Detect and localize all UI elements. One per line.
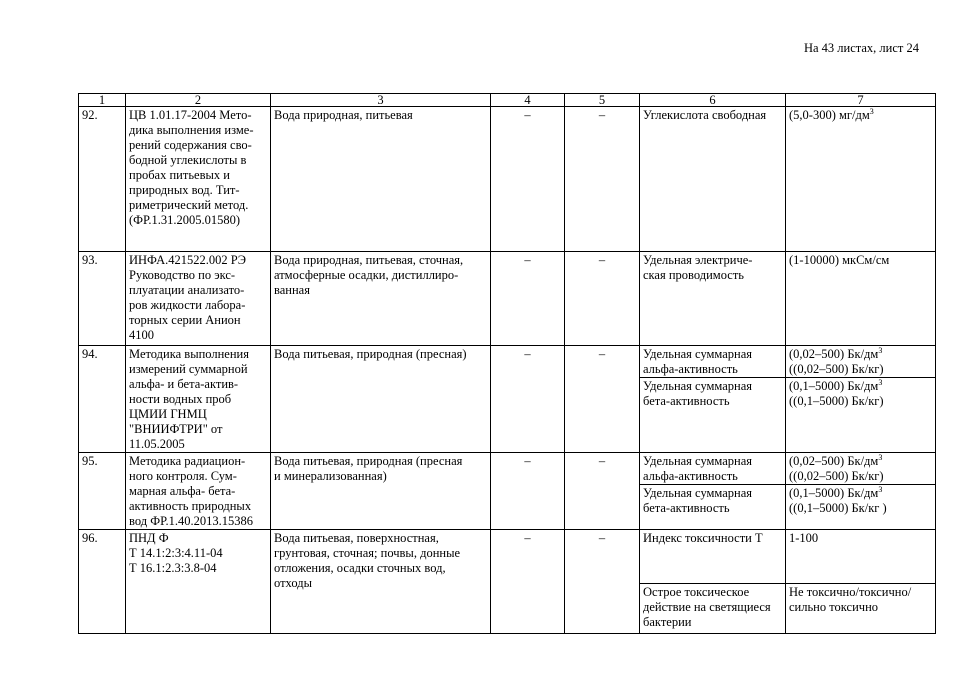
- table-row: [79, 252, 936, 346]
- column-header: 2: [126, 94, 271, 107]
- table-row: [79, 346, 936, 378]
- column-header: 4: [491, 94, 565, 107]
- test-object: Вода природная, питьевая: [271, 107, 491, 252]
- indicator-name: Удельная суммарная альфа-активность: [640, 453, 786, 485]
- method-document: Методика выполнения измерений суммарной альфа- и бета-актив- ности водных проб ЦМИИ ГНМЦ "ВНИИФТРИ" от 11.05.2005: [126, 346, 271, 453]
- col5-value: –: [565, 107, 640, 252]
- method-document: Методика радиацион- ного контроля. Сум- марная альфа- бета- активность природных вод ФР.1.40.2013.15386: [126, 453, 271, 530]
- col5-value: –: [565, 453, 640, 530]
- col4-value: –: [491, 346, 565, 453]
- method-document: ПНД Ф Т 14.1:2:3:4.11-04 Т 16.1:2.3:3.8-04: [126, 530, 271, 634]
- col5-value: –: [565, 346, 640, 453]
- col4-value: –: [491, 530, 565, 634]
- accreditation-scope-table: [78, 93, 936, 634]
- test-object: Вода природная, питьевая, сточная, атмосферные осадки, дистиллиро- ванная: [271, 252, 491, 346]
- column-header: 1: [79, 94, 126, 107]
- row-number: 94.: [79, 346, 126, 453]
- row-number: 93.: [79, 252, 126, 346]
- test-object: Вода питьевая, природная (пресная): [271, 346, 491, 453]
- row-number: 96.: [79, 530, 126, 634]
- indicator-name: Углекислота свободная: [640, 107, 786, 252]
- method-document: ЦВ 1.01.17-2004 Мето- дика выполнения изме- рений содержания сво- бодной углекислоты в пробах питьевых и природных вод. Тит- риметрический метод. (ФР.1.31.2005.01580): [126, 107, 271, 252]
- indicator-name: Удельная суммарная альфа-активность: [640, 346, 786, 378]
- measurement-range: (1-10000) мкСм/см: [786, 252, 936, 346]
- column-header: 6: [640, 94, 786, 107]
- indicator-name: Удельная суммарная бета-активность: [640, 378, 786, 453]
- indicator-name: Удельная электриче- ская проводимость: [640, 252, 786, 346]
- col4-value: –: [491, 107, 565, 252]
- column-number-row: [79, 94, 936, 107]
- measurement-range: Не токсично/токсично/ сильно токсично: [786, 584, 936, 634]
- measurement-range: (0,02–500) $Бк/дм^3$ ((0,02–500) Бк/кг): [786, 346, 936, 378]
- measurement-range: (5,0-300) $мг/дм^3$: [786, 107, 936, 252]
- measurement-range: (0,1–5000) $Бк/дм^3$ ((0,1–5000) Бк/кг): [786, 378, 936, 453]
- indicator-name: Удельная суммарная бета-активность: [640, 485, 786, 530]
- col4-value: –: [491, 453, 565, 530]
- col5-value: –: [565, 530, 640, 634]
- indicator-name: Острое токсическое действие на светящиеся бактерии: [640, 584, 786, 634]
- table-row: [79, 453, 936, 485]
- col4-value: –: [491, 252, 565, 346]
- row-number: 92.: [79, 107, 126, 252]
- table-row: [79, 107, 936, 252]
- method-document: ИНФА.421522.002 РЭ Руководство по экс- плуатации анализато- ров жидкости лабора- торных серии Анион 4100: [126, 252, 271, 346]
- table-row: [79, 530, 936, 584]
- measurement-range: 1-100: [786, 530, 936, 584]
- test-object: Вода питьевая, природная (пресная и минерализованная): [271, 453, 491, 530]
- test-object: Вода питьевая, поверхностная, грунтовая, сточная; почвы, донные отложения, осадки сточных вод, отходы: [271, 530, 491, 634]
- column-header: 3: [271, 94, 491, 107]
- column-header: 5: [565, 94, 640, 107]
- column-header: 7: [786, 94, 936, 107]
- row-number: 95.: [79, 453, 126, 530]
- measurement-range: (0,02–500) $Бк/дм^3$ ((0,02–500) Бк/кг): [786, 453, 936, 485]
- col5-value: –: [565, 252, 640, 346]
- measurement-range: (0,1–5000) $Бк/дм^3$ ((0,1–5000) Бк/кг ): [786, 485, 936, 530]
- indicator-name: Индекс токсичности Т: [640, 530, 786, 584]
- sheet-counter: На 43 листах, лист 24: [803, 41, 919, 55]
